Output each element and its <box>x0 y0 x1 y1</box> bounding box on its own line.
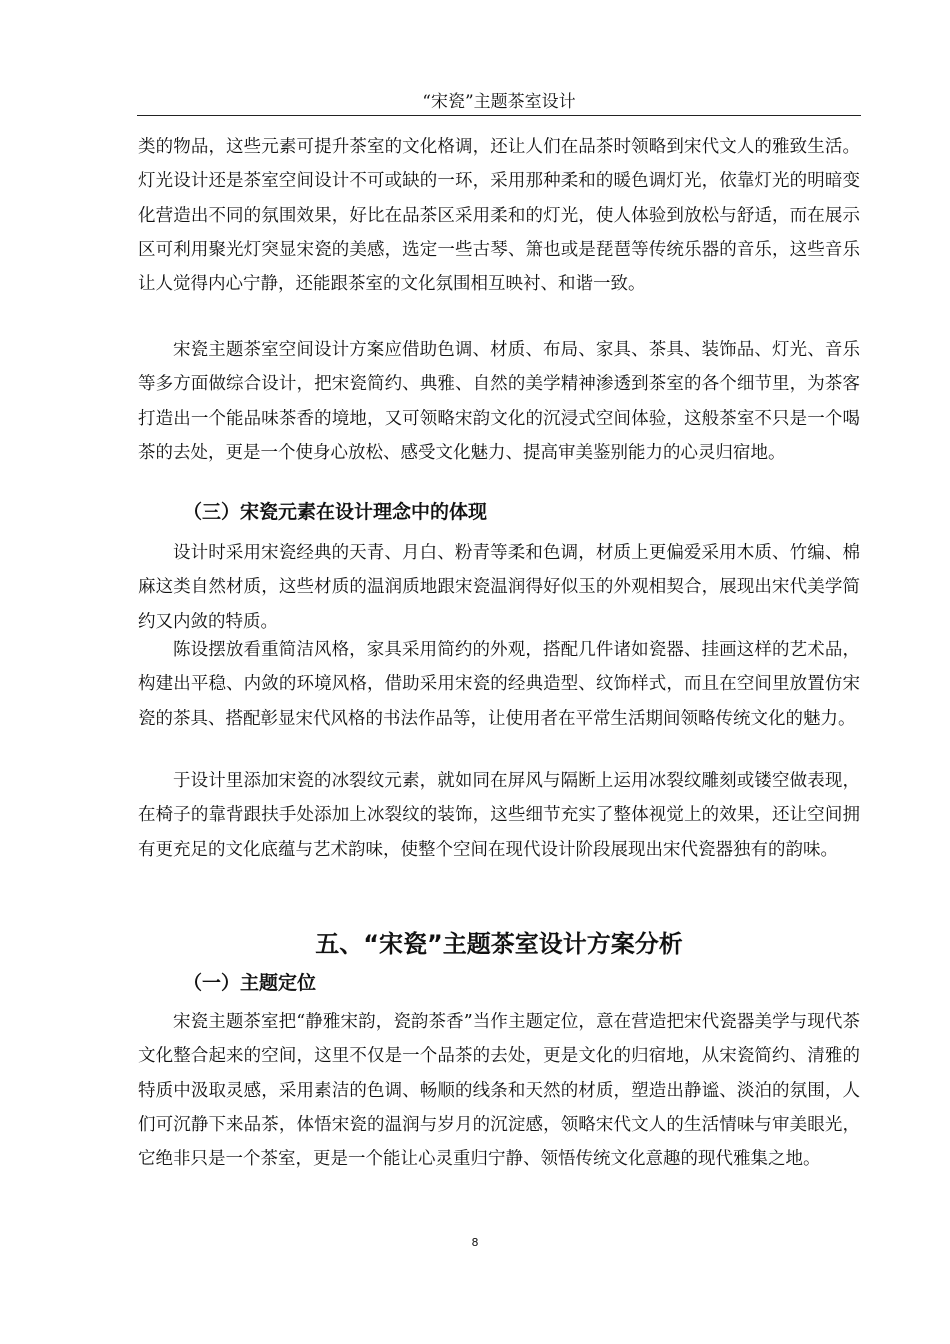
paragraph-furnishings <box>138 633 860 736</box>
paragraph-text: 于设计里添加宋瓷的冰裂纹元素，就如同在屏风与隔断上运用冰裂纹雕刻或镂空做表现，在椅子的靠背跟扶手处添加上冰裂纹的装饰，这些细节充实了整体视觉上的效果，还让空间拥有更充足的文化底蕴与艺术韵味，使整个空间在现代设计阶段展现出宋代瓷器独有的韵味。 <box>138 771 860 860</box>
header-divider <box>137 115 861 116</box>
section-heading-1: （一）主题定位 <box>183 972 317 994</box>
paragraph-design-summary <box>138 333 860 470</box>
paragraph-text: 设计时采用宋瓷经典的天青、月白、粉青等柔和色调，材质上更偏爱采用木质、竹编、棉麻这类自然材质，这些材质的温润质地跟宋瓷温润得好似玉的外观相契合，展现出宋代美学简约又内敛的特质。 <box>138 543 860 632</box>
paragraph-theme-positioning <box>138 1005 860 1176</box>
paragraph-text: 类的物品，这些元素可提升茶室的文化格调，还让人们在品茶时领略到宋代文人的雅致生活。灯光设计还是茶室空间设计不可或缺的一环，采用那种柔和的暖色调灯光，依靠灯光的明暗变化营造出不同的氛围效果，好比在品茶区采用柔和的灯光，使人体验到放松与舒适，而在展示区可利用聚光灯突显宋瓷的美感，选定一些古琴、箫也或是琵琶等传统乐器的音乐，这些音乐让人觉得内心宁静，还能跟茶室的文化氛围相互映衬、和谐一致。 <box>138 137 860 295</box>
chapter-heading: 五、“宋瓷”主题茶室设计方案分析 <box>315 930 683 958</box>
paragraph-text: 宋瓷主题茶室空间设计方案应借助色调、材质、布局、家具、茶具、装饰品、灯光、音乐等多方面做综合设计，把宋瓷简约、典雅、自然的美学精神渗透到茶室的各个细节里，为茶客打造出一个能品味茶香的境地，又可领略宋韵文化的沉浸式空间体验，这般茶室不只是一个喝茶的去处，更是一个使身心放松、感受文化魅力、提高审美鉴别能力的心灵归宿地。 <box>138 340 860 463</box>
running-header: “宋瓷”主题茶室设计 <box>422 92 576 112</box>
paragraph-colors-materials <box>138 536 860 639</box>
paragraph-lighting-music <box>138 130 860 301</box>
page-number: 8 <box>471 1236 479 1249</box>
paragraph-text: 陈设摆放看重简洁风格，家具采用简约的外观，搭配几件诸如瓷器、挂画这样的艺术品，构建出平稳、内敛的环境风格，借助采用宋瓷的经典造型、纹饰样式，而且在空间里放置仿宋瓷的茶具、搭配彰显宋代风格的书法作品等，让使用者在平常生活期间领略传统文化的魅力。 <box>138 640 860 729</box>
section-heading-3: （三）宋瓷元素在设计理念中的体现 <box>183 501 488 523</box>
paragraph-ice-crack <box>138 764 860 867</box>
paragraph-text: 宋瓷主题茶室把“静雅宋韵，瓷韵茶香”当作主题定位，意在营造把宋代瓷器美学与现代茶文化整合起来的空间，这里不仅是一个品茶的去处，更是文化的归宿地，从宋瓷简约、清雅的特质中汲取灵感，采用素洁的色调、畅顺的线条和天然的材质，塑造出静谧、淡泊的氛围，人们可沉静下来品茶，体悟宋瓷的温润与岁月的沉淀感，领略宋代文人的生活情味与审美眼光，它绝非只是一个茶室，更是一个能让心灵重归宁静、领悟传统文化意趣的现代雅集之地。 <box>138 1012 860 1170</box>
